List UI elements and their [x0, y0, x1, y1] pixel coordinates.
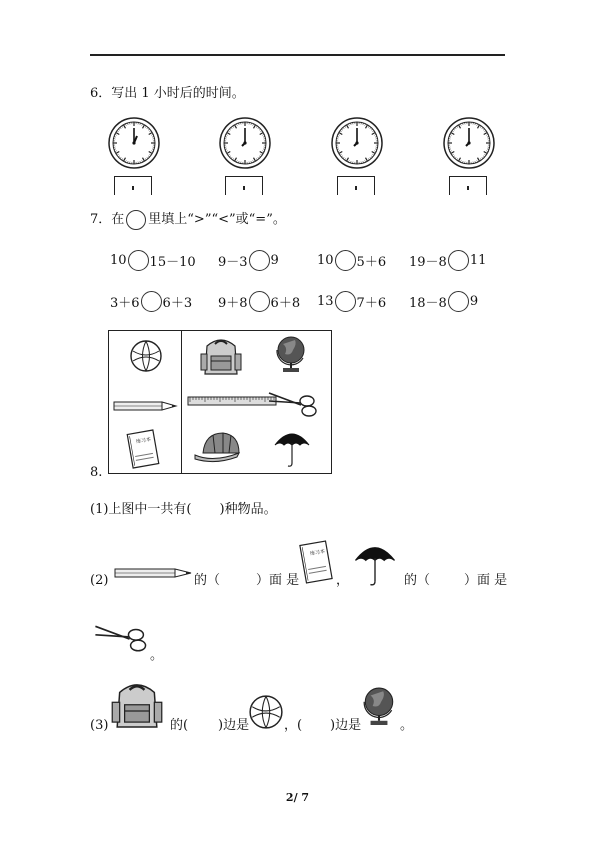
comparison-right: 6＋8 — [270, 295, 301, 311]
comparison-left: 3＋6 — [110, 295, 140, 311]
comparison-left: 10 — [317, 252, 334, 268]
answer-circle[interactable] — [249, 291, 270, 312]
q8-sub1-prefix: (1)上图中一共有( — [90, 502, 192, 517]
header-rule — [90, 54, 505, 56]
q8-sub2-part2: ）面 是 — [256, 573, 300, 588]
answer-circle[interactable] — [448, 250, 469, 271]
colon-mark — [355, 186, 357, 190]
globe-icon — [360, 684, 398, 728]
comparison-left: 9－3 — [218, 254, 248, 270]
scissors-icon — [267, 389, 319, 419]
backpack-icon — [108, 680, 166, 732]
umbrella-icon — [273, 429, 311, 469]
comparison-right: 11 — [469, 252, 487, 268]
clock-face-icon — [442, 116, 496, 170]
q8-sub2-part3: 的（ — [404, 573, 431, 588]
comparison-right: 15－10 — [149, 254, 196, 270]
colon-mark — [243, 186, 245, 190]
clock-face-icon — [330, 116, 384, 170]
comparison-item — [110, 250, 196, 270]
comparison-right: 6＋3 — [162, 295, 193, 311]
pencil-icon — [112, 399, 178, 413]
answer-blank[interactable] — [192, 502, 220, 518]
ruler-icon — [187, 395, 277, 407]
comparison-left: 9＋8 — [218, 295, 248, 311]
q8-sub1-suffix: )种物品。 — [219, 502, 277, 517]
umbrella-icon — [352, 542, 398, 588]
answer-circle[interactable] — [128, 250, 149, 271]
answer-circle[interactable] — [335, 250, 356, 271]
q8-sub3-number: (3) — [90, 718, 109, 733]
q6-title: 6．写出 1 小时后的时间。 — [90, 86, 245, 101]
comparison-item — [218, 291, 300, 311]
comparison-item — [218, 250, 279, 270]
ball-icon — [248, 694, 284, 730]
notebook-label: 练习本 — [135, 436, 152, 446]
colon-mark — [132, 186, 134, 190]
comparison-left: 19－8 — [409, 254, 447, 270]
q7-title-suffix: 里填上“>”“<”或“=”。 — [148, 212, 286, 227]
q8-sub3-part4: )边是 — [330, 718, 362, 733]
comparison-item — [409, 250, 486, 270]
comparison-right: 5＋6 — [356, 254, 387, 270]
q8-sub2-end: 。 — [150, 648, 164, 663]
notebook-label: 练习本 — [309, 548, 326, 558]
clock-face-icon — [218, 116, 272, 170]
answer-circle[interactable] — [448, 291, 469, 312]
colon-mark — [467, 186, 469, 190]
circle-icon — [126, 210, 146, 230]
comparison-right: 9 — [469, 293, 479, 309]
q8-sub3-part3: ，( — [284, 718, 303, 733]
q8-sub2-part1: 的（ — [194, 573, 221, 588]
q8-sub3-part1: 的( — [170, 718, 189, 733]
notebook-icon — [125, 429, 161, 469]
comparison-left: 13 — [317, 293, 334, 309]
q7-title — [90, 210, 286, 230]
q8-sub2-comma: ， — [336, 573, 350, 588]
backpack-icon — [199, 336, 243, 378]
q8-number: 8. — [90, 465, 103, 480]
clock-face-icon — [107, 116, 161, 170]
q8-sub3-end: 。 — [400, 718, 414, 733]
answer-circle[interactable] — [249, 250, 270, 271]
q8-sub3-part2: )边是 — [218, 718, 250, 733]
comparison-item — [317, 250, 386, 270]
comparison-right: 7＋6 — [356, 295, 387, 311]
answer-circle[interactable] — [141, 291, 162, 312]
comparison-left: 18－8 — [409, 295, 447, 311]
q8-sub2-number: (2) — [90, 573, 109, 588]
q8-sub1 — [90, 502, 277, 518]
answer-circle[interactable] — [335, 291, 356, 312]
page-number: 2/ 7 — [285, 791, 310, 804]
comparison-item — [409, 291, 478, 311]
globe-icon — [273, 334, 309, 374]
notebook-icon — [298, 540, 334, 584]
item-picture-grid — [108, 330, 332, 474]
scissors-icon — [92, 622, 150, 654]
grid-divider — [181, 331, 182, 473]
comparison-left: 10 — [110, 252, 127, 268]
cap-icon — [193, 429, 247, 465]
comparison-right: 9 — [270, 252, 279, 268]
q8-sub2-part4: ）面 是 — [464, 573, 508, 588]
pencil-icon — [113, 566, 193, 580]
ball-icon — [129, 339, 163, 373]
comparison-item — [317, 291, 386, 311]
comparison-item — [110, 291, 192, 311]
q7-title-prefix: 7．在 — [90, 212, 125, 227]
